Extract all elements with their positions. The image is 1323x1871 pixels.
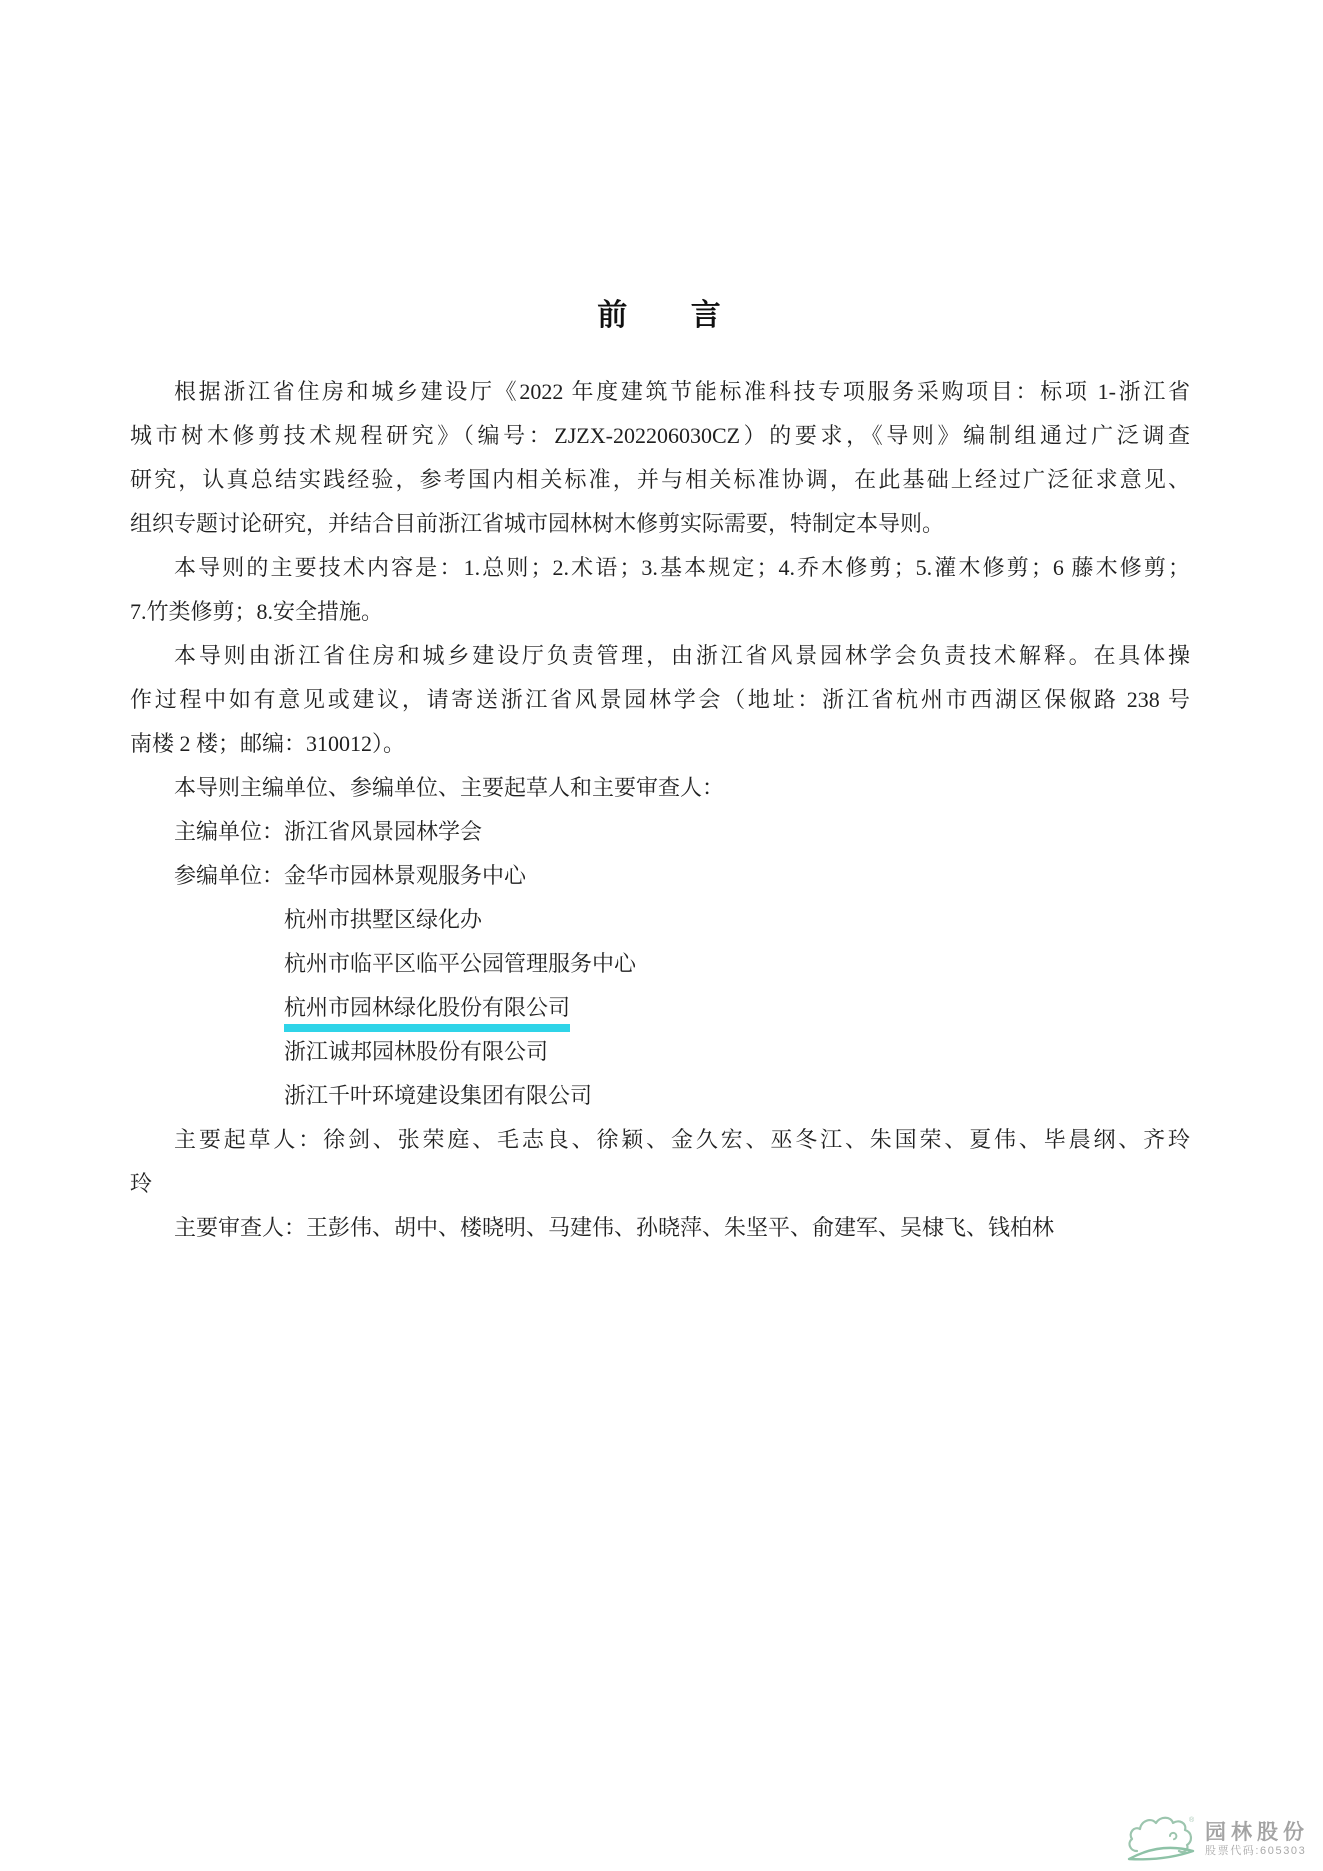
participating-units-first-line: 参编单位：金华市园林景观服务中心 [174,863,527,888]
paragraph1-line3: 研究，认真总结实践经验，参考国内相关标准，并与相关标准协调，在此基础上经过广泛征求意见、 [130,467,1190,492]
participating-unit-item-highlighted [130,986,1190,1030]
chief-editor-unit-line: 主编单位：浙江省风景园林学会 [174,819,483,844]
leaf-swoosh [1129,1848,1193,1859]
reviewers-line: 主要审查人：王彭伟、胡中、楼晓明、马建伟、孙晓萍、朱坚平、俞建军、吴棣飞、钱柏林 [174,1215,1055,1240]
paragraph2-line1: 本导则的主要技术内容是：1.总则；2.术语；3.基本规定；4.乔木修剪；5.灌木修剪；6 藤木修剪； [174,555,1190,580]
highlighted-company-name: 杭州市园林绿化股份有限公司 [284,995,570,1032]
logo-text-block [1205,1821,1309,1858]
participating-unit-item: 杭州市拱墅区绿化办 [284,907,483,932]
cloud-outline [1130,1818,1191,1852]
cloud-curl [1170,1833,1176,1839]
paragraph1-line4: 组织专题讨论研究，并结合目前浙江省城市园林树木修剪实际需要，特制定本导则。 [130,511,945,536]
paragraph1-line2: 城市树木修剪技术规程研究》（编号：ZJZX-202206030CZ）的要求，《导则》编制组通过广泛调查 [130,423,1190,448]
company-logo [1126,1814,1309,1864]
paragraph3-line3: 南楼 2 楼；邮编：310012）。 [130,731,406,756]
participating-unit-item: 浙江诚邦园林股份有限公司 [284,1039,549,1064]
paragraph1-line1: 根据浙江省住房和城乡建设厅《2022 年度建筑节能标准科技专项服务采购项目：标项 1-浙江省 [174,379,1190,404]
paragraph2-line2: 7.竹类修剪；8.安全措施。 [130,599,384,624]
paragraph3-line1: 本导则由浙江省住房和城乡建设厅负责管理，由浙江省风景园林学会负责技术解释。在具体操 [174,643,1190,668]
participating-unit-item: 杭州市临平区临平公园管理服务中心 [284,951,637,976]
drafters-line2: 玲 [130,1171,153,1196]
logo-company-name: 园林股份 [1205,1820,1309,1844]
preface-body [130,370,1190,1250]
registered-trademark-mark: ® [1189,1817,1195,1824]
page-title: 前 言 [597,299,723,333]
paragraph3-line2: 作过程中如有意见或建议，请寄送浙江省风景园林学会（地址：浙江省杭州市西湖区保俶路 238 号 [130,687,1190,712]
logo-stock-code: 股票代码:605303 [1205,1844,1307,1857]
units-intro-line: 本导则主编单位、参编单位、主要起草人和主要审查人： [174,775,725,800]
tree-cloud-icon [1126,1814,1198,1864]
drafters-line1: 主要起草人：徐剑、张荣庭、毛志良、徐颖、金久宏、巫冬江、朱国荣、夏伟、毕晨纲、齐玲 [174,1127,1190,1152]
participating-unit-item: 浙江千叶环境建设集团有限公司 [284,1083,593,1108]
